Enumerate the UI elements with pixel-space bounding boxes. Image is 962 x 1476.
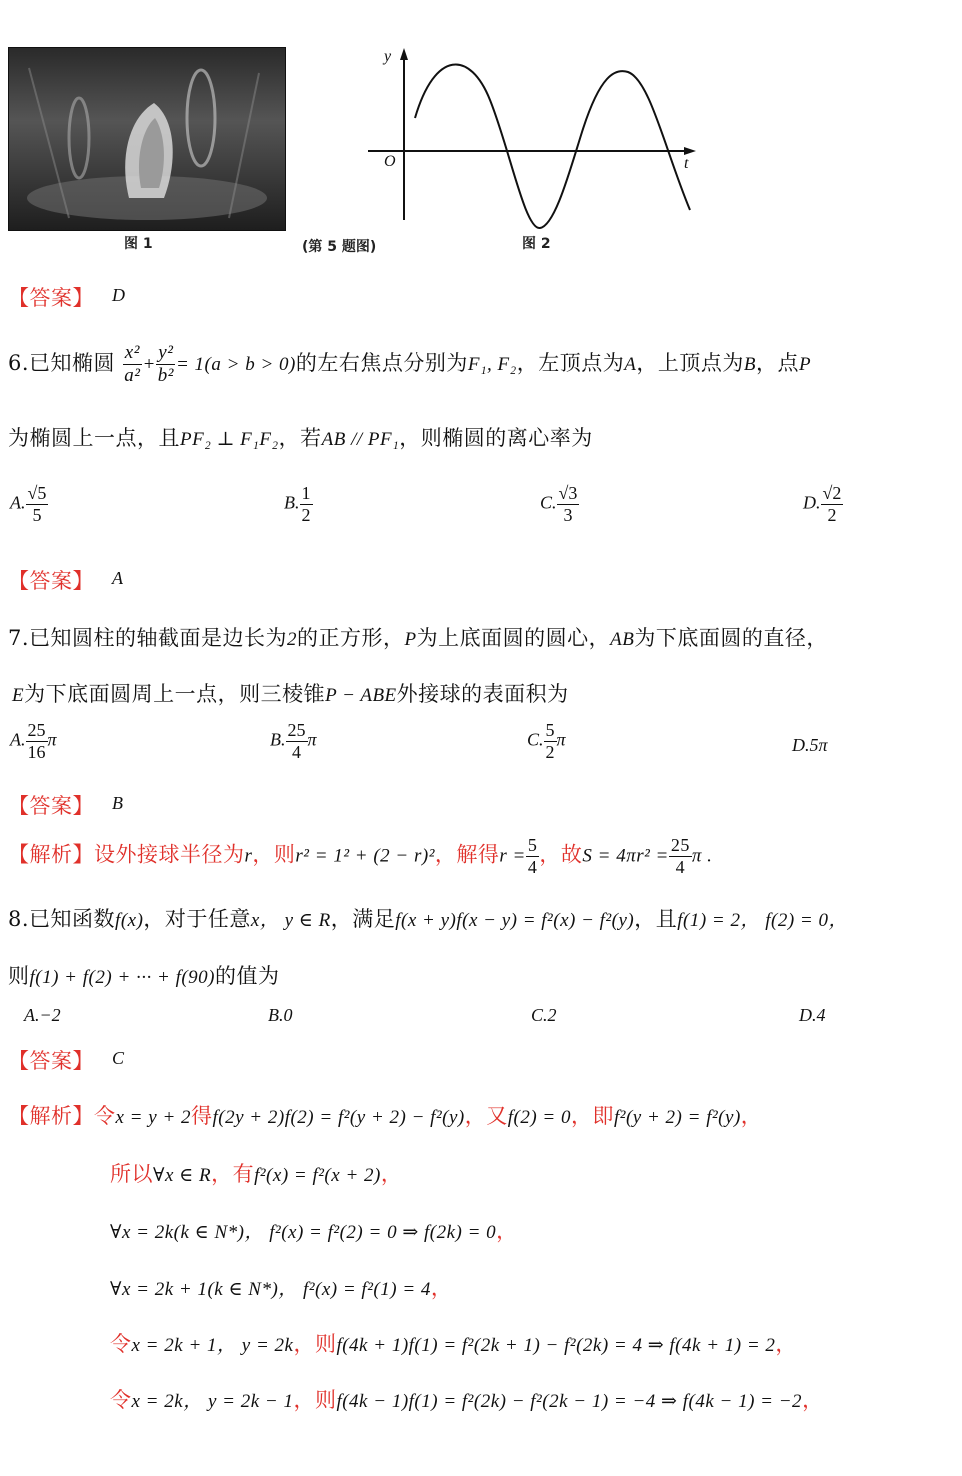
q6-option-a: A. $\frac{√5}{5}$ (10, 483, 47, 525)
q8-analysis-step3: ∀x = 2k(k ∈ N*)， f²(x) = f²(2) = 0 ⇒ f(2k) = 0， (110, 1219, 518, 1243)
q6-answer-label: 【答案】 (8, 569, 94, 593)
q6-option-c: C. $\frac{√3}{3}$ (540, 483, 578, 525)
axis-y-label: y (384, 48, 392, 65)
q8-answer-label: 【答案】 (8, 1049, 94, 1073)
q7-line1: 7.已知圆柱的轴截面是边长为2的正方形，P为上底面圆的圆心，AB为下底面圆的直径， (8, 626, 828, 650)
q8-line1: 8.已知函数f(x)，对于任意x， y ∈ R，满足f(x + y)f(x − y) = f²(x) − f²(y)，且f(1) = 2， f(2) = 0， (8, 907, 848, 931)
q5-answer-label: 【答案】 (8, 286, 94, 310)
q7-answer: B (112, 793, 123, 813)
q6-line2: 为椭圆上一点，且PF₂ ⊥ F₁F₂，若AB // PF₁，则椭圆的离心率为 (8, 426, 593, 450)
figure-2-sine-graph (360, 40, 700, 230)
q8-analysis-step4: ∀x = 2k + 1(k ∈ N*)， f²(x) = f²(1) = 4， (110, 1276, 453, 1300)
q7-option-b: B. $\frac{25}{4}$ π (270, 720, 317, 762)
q6-frac-y: $\frac{\text{y²}}{\text{b²}}$ (157, 342, 174, 386)
q6-frac-x: $\frac{\text{x²}}{\text{a²}}$ (124, 342, 141, 386)
q8-line2: 则f(1) + f(2) + ··· + f(90)的值为 (8, 964, 280, 988)
origin-label: O (384, 153, 396, 170)
q7-option-d: D.5π (792, 735, 828, 755)
q7-analysis: 【解析】设外接球半径为r，则r² = 1² + (2 − r)²，解得r = $\frac{5}{4}$ ，故S = 4πr² = $\frac{25}{4}$ π . (8, 835, 713, 877)
q7-line2: E为下底面圆周上一点，则三棱锥P − ABE外接球的表面积为 (12, 682, 569, 706)
figure-1-caption: 图 1 (124, 236, 153, 252)
q8-option-a: A.−2 (24, 1005, 61, 1025)
figure-2-caption: 图 2 (522, 236, 551, 252)
q8-analysis-step6: 令x = 2k， y = 2k − 1，则f(4k − 1)f(1) = f²(2k) − f²(2k − 1) = −4 ⇒ f(4k − 1) = −2， (110, 1388, 824, 1412)
q8-option-d: D.4 (799, 1005, 826, 1025)
q8-analysis-step2: 所以∀x ∈ R，有f²(x) = f²(x + 2)， (110, 1162, 403, 1186)
q6-option-d: D. $\frac{√2}{2}$ (803, 483, 842, 525)
figure-1-illustration (9, 48, 285, 230)
figure-group-caption: (第 5 题图) (302, 239, 377, 255)
q5-answer: D (112, 285, 125, 305)
figure-1-photo (8, 47, 286, 231)
q7-answer-label: 【答案】 (8, 794, 94, 818)
q6-option-b: B. $\frac{1}{2}$ (284, 483, 311, 525)
q6-line1: 6.已知椭圆 $\frac{\text{x²}}{\text{a²}}$ + $\frac{\text{y²}}{\text{b²}}$ = 1(a > b > 0)的左右焦点分别为F₁, F₂，左顶点为A，上顶点为B，点P (8, 342, 812, 386)
q8-option-c: C.2 (531, 1005, 557, 1025)
q7-option-c: C. $\frac{5}{2}$ π (527, 720, 566, 762)
q8-analysis-step5: 令x = 2k + 1， y = 2k，则f(4k + 1)f(1) = f²(2k + 1) − f²(2k) = 4 ⇒ f(4k + 1) = 2， (110, 1332, 797, 1356)
q8-analysis-step1: 【解析】令x = y + 2得f(2y + 2)f(2) = f²(y + 2) − f²(y)，又f(2) = 0，即f²(y + 2) = f²(y)， (8, 1104, 763, 1128)
q6-answer: A (112, 568, 123, 588)
q7-option-a: A. $\frac{25}{16}$ π (10, 720, 57, 762)
q8-answer: C (112, 1048, 125, 1068)
axis-t-label: t (684, 155, 689, 172)
q8-option-b: B.0 (268, 1005, 293, 1025)
